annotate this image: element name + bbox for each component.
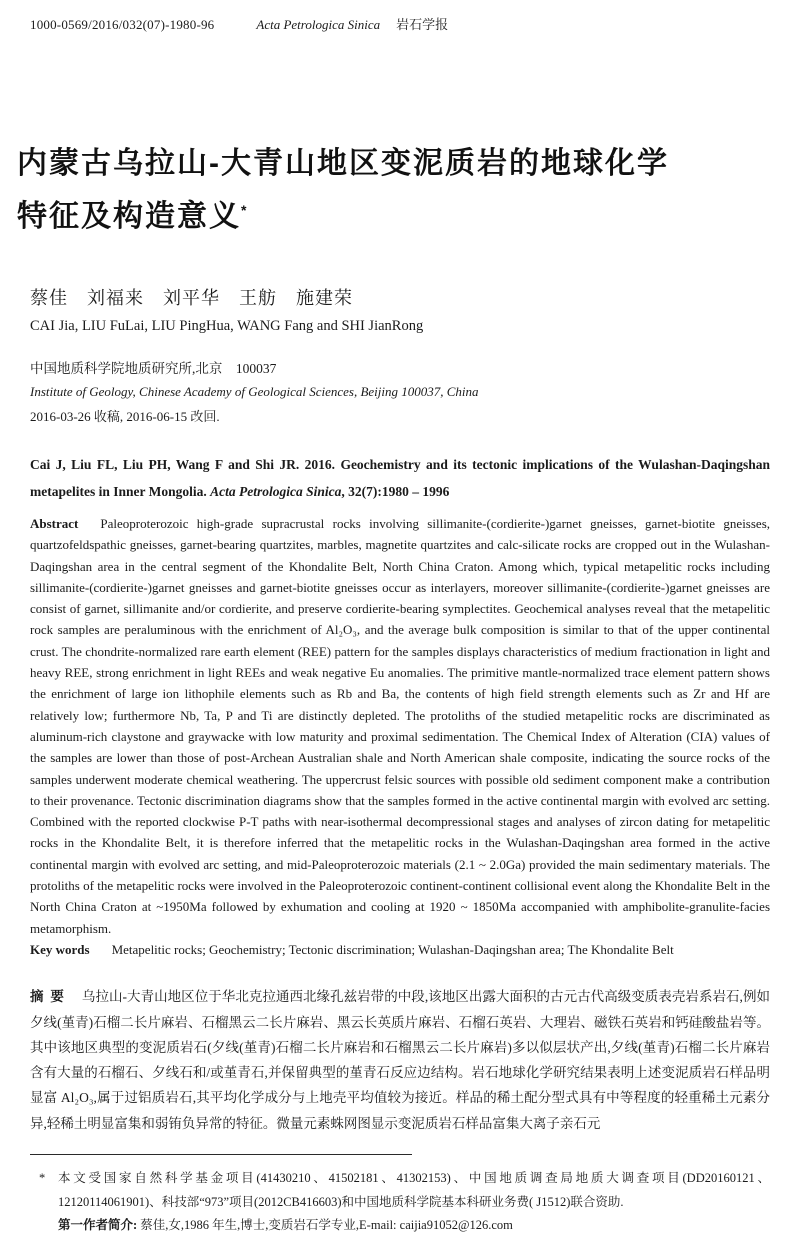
abstract-cn-section [30,984,770,1136]
authors-en: CAI Jia, LIU FuLai, LIU PingHua, WANG Fang and SHI JianRong [30,318,424,334]
article-title [17,141,770,240]
keywords-line [30,939,770,960]
footnote-funding-text: 本文受国家自然科学基金项目(41430210、41502181、41302153)、中国地质调查局地质大调查项目(DD20160121、12120114061901)、科技部“973”项目(2012CB416603)和中国地质科学院基本科研业务费( J1512)联合资助. [58,1171,770,1209]
first-author-bio: 蔡佳,女,1986 年生,博士,变质岩石学专业,E-mail: caijia91052@126.com [137,1218,513,1233]
article-id: 1000-0569/2016/032(07)-1980-96 [30,17,215,32]
manuscript-dates: 2016-03-26 收稿, 2016-06-15 改回. [30,409,220,424]
citation-text: Cai J, Liu FL, Liu PH, Wang F and Shi JR. 2016. Geochemistry and its tectonic implications of the Wulashan-Daqingshan metapelites in Inner Mongolia. [30,457,770,499]
title-footnote-mark: * [241,202,247,218]
affiliation-en: Institute of Geology, Chinese Academy of Geological Sciences, Beijing 100037, China [30,384,479,399]
keywords-text: Metapelitic rocks; Geochemistry; Tectonic discrimination; Wulashan-Daqingshan area; The Khondalite Belt [111,941,674,957]
affiliation-cn: 中国地质科学院地质研究所,北京 100037 [30,361,277,376]
footnote-mark: * [39,1171,46,1186]
citation-block [30,451,770,505]
abstract-cn-label: 摘 要 [30,989,64,1005]
footnote-funding [30,1167,770,1214]
abstract-text: Paleoproterozoic high-grade supracrustal rocks involving sillimanite-(cordierite-)garnet gneisses, garnet-biotite gneisses, quartzofeldspathic gneisses, garnet-bearing quartzites, marbles, magnetite quartzites and calc-silicate rocks are cropped out in the Wulashan-Daqingshan area in the central segment of the Khondalite Belt, North China Craton. Among which, typical metapelitic rocks including sillimanite-(cordierite-)garnet gneisses and garnet-biotite gneisses occur as interlayers, moreover sillimanite-(cordierite-)garnet gneisses are consist of garnet, sillimanite and/or cordierite, and preserve cordierite-bearing symplectites. Geochemical analyses reveal that the metapelitic rock samples are peraluminous with the enrichment of Al₂O₃, and the average bulk composition is similar to that of the upper continental crust. The chondrite-normalized rare earth element (REE) pattern for the samples displays characteristics of medium fractionation in light and heavy REE, strong enrichment in light REEs and weak negative Eu anomalies. The primitive mantle-normalized trace element pattern shows the enrichment of large ion lithophile elements such as Rb and Ba, the contents of high field strength elements such as Zr and Hf are relatively low; furthermore Nb, Ta, P and Ti are distinctly depleted. The protoliths of the studied metapelitic rocks are discriminated as aluminum-rich claystone and graywacke with low maturity and proximal sedimentation. The Chemical Index of Alteration (CIA) values of the samples are lower than those of post-Archean Australian shale and North American shale composite, indicating the source rocks of the samples underwent moderate chemical weathering. The uppercrust felsic sources with possible old sediment component make a contribution to their provenance. Tectonic discrimination diagrams show that the samples formed in the active continental margin with evolved arc setting. Combined with the reported clockwise P-T paths with near-isothermal decompressional stages and analyses of zircon dating for metapelitic rocks in the Khondalite Belt, it is therefore inferred that the metapelitic rocks in the Wulashan-Daqingshan area formed in the active continental margin with evolved arc setting, and mid-Paleoproterozoic materials (2.1 ~ 2.0Ga) provided the main sedimentary materials. The protoliths of the metapelitic rocks were involved in the Paleoproterozoic continent-continent collisional event along the Khondalite Belt in the North China Craton at ~1950Ma followed by exhumation and cooling at 1920 ~ 1850Ma accompanied with amphibolite-granulite-facies metamorphism. [30,516,770,936]
article-title-line-2: 特征及构造意义 [17,200,241,233]
authors-cn: 蔡佳 刘福来 刘平华 王舫 施建荣 [30,288,353,308]
footnote-first-author [30,1214,770,1238]
citation-journal-name: Acta Petrologica Sinica [210,484,342,499]
keywords-label: Key words [30,941,90,957]
page-header [30,14,770,33]
article-title-line-1: 内蒙古乌拉山-大青山地区变泥质岩的地球化学 [17,147,669,180]
journal-name-cn: 岩石学报 [396,17,449,32]
citation-pages: , 32(7):1980 – 1996 [341,484,450,499]
abstract-section [30,513,770,939]
abstract-cn-text: 乌拉山-大青山地区位于华北克拉通西北缘孔兹岩带的中段,该地区出露大面积的古元古代高级变质表壳岩系岩石,例如夕线(堇青)石榴二长片麻岩、石榴黑云二长片麻岩、黑云长英质片麻岩、石榴石英岩、大理岩、磁铁石英岩和钙硅酸盐岩等。其中该地区典型的变泥质岩石(夕线(堇青)石榴二长片麻岩和石榴黑云二长片麻岩)多以似层状产出,夕线(堇青)石榴二长片麻岩含有大量的石榴石、夕线石和/或堇青石,并保留典型的堇青石反应边结构。岩石地球化学研究结果表明上述变泥质岩石样品明显富 Al₂O₃,属于过铝质岩石,其平均化学成分与上地壳平均值较为接近。样品的稀土配分型式具有中等程度的轻重稀土元素分异,轻稀土明显富集和弱铕负异常的特征。微量元素蛛网图显示变泥质岩石样品富集大离子亲石元 [30,989,771,1131]
footnote-section [30,1167,770,1238]
footnote-divider [30,1154,412,1155]
journal-name-en: Acta Petrologica Sinica [256,17,381,32]
first-author-label: 第一作者简介: [58,1218,138,1233]
abstract-label: Abstract [30,516,79,531]
